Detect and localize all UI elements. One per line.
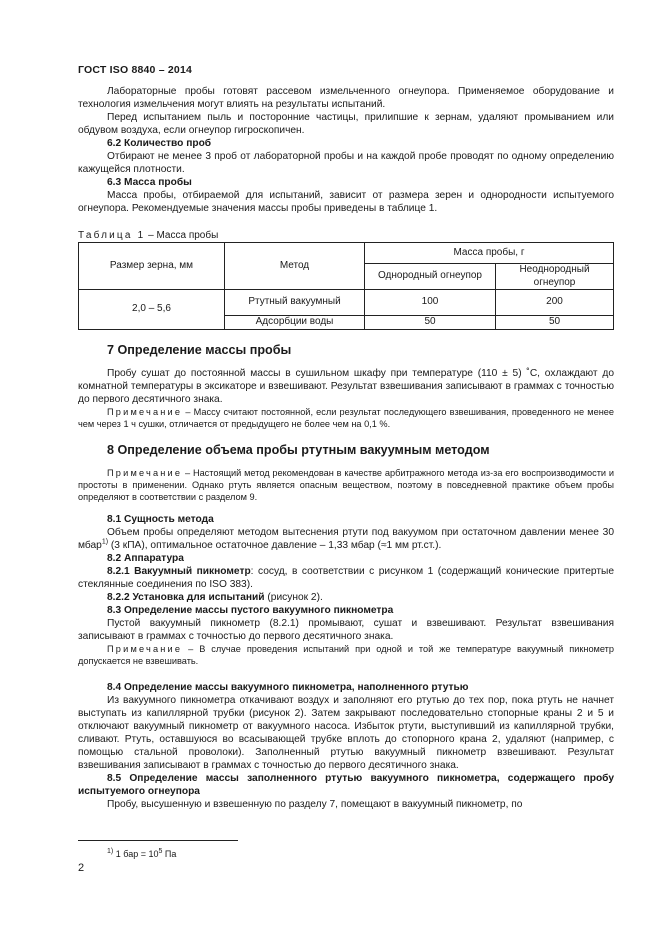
paragraph — [78, 591, 614, 604]
paragraph: Пробу сушат до постоянной массы в сушильном шкафу при температуре (110 ± 5) ˚С, охлаждают до комнатной температуры в эксикаторе и взвешивают. Результат взвешивания записывают в граммах с точностью до первого десятичного знака. — [78, 367, 614, 405]
paragraph: Лабораторные пробы готовят рассевом измельченного огнеупора. Применяемое оборудование и технология измельчения могут влиять на результаты испытаний. — [78, 86, 614, 110]
table-header-method: Метод — [225, 243, 365, 290]
section-heading-8: 8 Определение объема пробы ртутным вакуумным методом — [107, 442, 490, 457]
document-body — [78, 85, 614, 811]
document-header: ГОСТ ISO 8840 – 2014 — [78, 64, 193, 76]
footnote-ref: 1) — [101, 538, 109, 546]
table-header-size: Размер зерна, мм — [79, 243, 225, 290]
table-cell: 100 — [365, 290, 496, 316]
note-label: Примечание — [107, 406, 183, 417]
footnote-unit: Па — [162, 849, 177, 859]
section-heading-8-2: 8.2 Аппаратура — [107, 552, 184, 564]
table-caption — [78, 229, 614, 242]
paragraph: Пустой вакуумный пикнометр (8.2.1) промывают, сушат и взвешивают. Результат взвешивания записывают в граммах с точностью до первого десятичного знака. — [78, 617, 614, 642]
paragraph: Перед испытанием пыль и посторонние частицы, прилипшие к зернам, удаляют промыванием или обдувом воздуха, если огнеупор гигроскопичен. — [78, 112, 614, 136]
text-span: (рисунок 2). — [264, 591, 323, 603]
footnote-text: 1 бар = 10 — [113, 849, 159, 859]
table-cell: 200 — [496, 290, 614, 316]
paragraph: Из вакуумного пикнометра откачивают воздух и заполняют его ртутью до тех пор, пока ртуть не начнет выступать из капиллярной трубки (рисунок 2). Затем закрывают последовательно стопорные краны 2 и 5 и отключают вакуумный пикнометр от вакуумного насоса. Избыток ртути, выступивший из капиллярной трубки, сливают. Ртуть, оставшуюся во всасывающей трубке вплоть до стопорного крана 2, удаляют (например, с помощью стальной проволоки). Заполненный ртутью вакуумный пикнометр взвешивают. Результат взвешивания записывают в граммах с точностью до первого десятичного знака. — [78, 694, 614, 771]
section-heading-7: 7 Определение массы пробы — [107, 342, 292, 357]
section-heading-8-3: 8.3 Определение массы пустого вакуумного пикнометра — [107, 604, 394, 616]
section-heading-8-1: 8.1 Сущность метода — [107, 513, 214, 525]
table-cell: Ртутный вакуумный — [225, 290, 365, 316]
note-text: – Настоящий метод рекомендован в качестве арбитражного метода из-за его воспроизводимости и простоты в применении. Однако ртуть является опасным веществом, поэтому в повседневной практике объем пробы определяют в соответствии с разделом 9. — [78, 467, 614, 502]
section-heading-8-4: 8.4 Определение массы вакуумного пикнометра, наполненного ртутью — [107, 681, 469, 693]
section-heading-6-3: 6.3 Масса пробы — [107, 177, 192, 188]
page-number: 2 — [78, 862, 85, 874]
table-cell: 2,0 – 5,6 — [79, 290, 225, 330]
item-label: 8.2.2 Установка для испытаний — [107, 591, 265, 603]
item-label: 8.2.1 Вакуумный пикнометр — [107, 565, 251, 577]
text-span: : сосуд, в соответствии с рисунком 1 (содержащий конические притертые стеклянные соединения по ISO 383). — [78, 565, 614, 590]
note-label: Примечание — [107, 467, 183, 478]
table-header-homogeneous: Однородный огнеупор — [365, 264, 496, 290]
section-heading-8-5: 8.5 Определение массы заполненного ртутью вакуумного пикнометра, содержащего пробу испытуемого огнеупора — [78, 772, 614, 797]
table-caption-label: Таблица 1 — [78, 230, 146, 241]
table-header-inhomogeneous: Неоднородный огнеупор — [496, 264, 614, 290]
text-span: (3 кПА), оптимальное остаточное давление – 1,33 мбар (≈1 мм рт.ст.). — [108, 539, 442, 551]
table-caption-text: – Масса пробы — [145, 230, 219, 241]
footnote-mark: 1) — [107, 848, 114, 855]
footnote — [107, 849, 176, 859]
footnote-exponent: 5 — [158, 848, 163, 855]
sample-mass-table — [78, 242, 614, 330]
paragraph: Масса пробы, отбираемой для испытаний, зависит от размера зерен и однородности испытуемого огнеупора. Рекомендуемые значения массы пробы приведены в таблице 1. — [78, 190, 614, 214]
note-text: – Массу считают постоянной, если результат последующего взвешивания, проведенного не менее чем через 1 ч сушки, отличается от предыдущего не более чем на 0,1 %. — [78, 406, 614, 429]
section-heading-6-2: 6.2 Количество проб — [107, 138, 212, 149]
paragraph: Отбирают не менее 3 проб от лабораторной пробы и на каждой пробе проводят по одному определению кажущейся плотности. — [78, 151, 614, 175]
note-label: Примечание — [107, 643, 183, 654]
paragraph: Пробу, высушенную и взвешенную по разделу 7, помещают в вакуумный пикнометр, по — [107, 798, 523, 810]
table-row — [79, 290, 614, 316]
table-cell: Адсорбции воды — [225, 316, 365, 330]
footnote-divider — [78, 840, 238, 841]
table-cell: 50 — [496, 316, 614, 330]
note — [78, 467, 614, 503]
paragraph — [78, 565, 614, 591]
table-cell: 50 — [365, 316, 496, 330]
table-header-mass: Масса пробы, г — [365, 243, 614, 264]
note-text: – В случае проведения испытаний при одной и той же температуре вакуумный пикнометр допускается не взвешивать. — [78, 643, 614, 666]
note — [78, 406, 614, 430]
note — [78, 643, 614, 667]
paragraph — [78, 526, 614, 552]
text-span: Объем пробы определяют методом вытеснения ртути под вакуумом при остаточном давлении менее 30 мбар — [78, 526, 614, 551]
